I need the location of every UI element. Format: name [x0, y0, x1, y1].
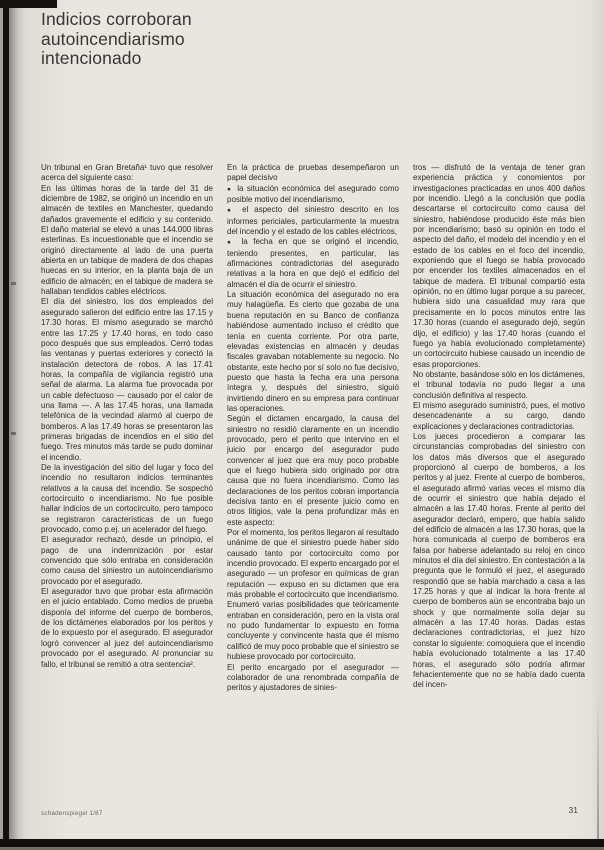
article-body: [41, 163, 585, 694]
paragraph: El mismo asegurado suministró, pues, el motivo desencadenante a su cargo, dando explicaciones y declaraciones contradictorias.: [413, 400, 585, 431]
paragraph: Un tribunal en Gran Bretaña¹ tuvo que resolver acerca del siguiente caso:: [41, 163, 213, 183]
bullet-paragraph: ● la situación económica del asegurado como posible motivo del incendiarismo,: [227, 183, 399, 205]
bullet-paragraph: ● el aspecto del siniestro descrito en los informes periciales, particularmente la muestra del incendio y el estado de los cables eléctricos,: [227, 205, 399, 237]
page-edge-left-shade: [9, 0, 25, 850]
paragraph: La situación económica del asegurado no era muy halagüeña. Es cierto que gozaba de una buena reputación en su Banco de confianza habiéndose aumentado incluso el crédito que tenía en cuenta corriente. Por otra parte, elevadas existencias en almacén y deudas fiscales gravaban notablemente su negocio. No obstante, este hecho por sí solo no fue decisivo, puesto que hasta la fecha era una persona íntegra y, después del siniestro, siguió invirtiendo dinero en su empresa para continuar las operaciones.: [227, 290, 399, 413]
paragraph: tros — disfrutó de la ventaja de tener gran experiencia práctica y conomientos por investigaciones practicadas en unos 400 daños por incendio. Llegó a la conclusión que podía descartarse el cortocircuito como causa del siniestro, habiéndose producido éste más bien por incendiarismo; basó su opinión en todo el aspecto del daño, el modelo del incendio y en el estado de los cables en el foco del incendio, exponiendo que el fuego se había provocado por encender los textiles almacenados en el tabique de madera. El tribunal compartió esta opinión, no en último lugar porque a su parecer, hubiera sido una casualidad muy rara que precisamente en lo pocos minutos entre las 17.30 horas (cuando el asegurado dejó, según dijo, el edificio) y las 17.40 horas (cuando el fuego ya había evolucionado completamente) un cortocircuito hubiese causado un incendio de esas proporciones.: [413, 163, 585, 369]
paragraph: Según el dictamen encargado, la causa del siniestro no residió claramente en un incendio provocado, pero el perito que intervino en el juicio por encargo del asegurador pudo convencer al juez que era muy poco probable que el fuego hubiera sido originado por otra causa que no fuera incendiarismo. Como las declaraciones de los peritos cobran importancia decisiva tanto en el presente juicio como en otros litigios, vale la pena profundizar más en este aspecto:: [227, 414, 399, 527]
page-title: [41, 10, 341, 69]
paragraph: Los jueces procedieron a comparar las circunstancias comprobadas del siniestro con los datos más diversos que el asegurado proporcionó al cuerpo de bomberos, a los peritos y al juez. Frente al cuerpo de bomberos, el asegurado afirmó varias veces el mismo día de ocurrir el siniestro que había dejado el almacén a las 17.40 horas. Frente al perito del asegurador declaró, empero, que había salido del edificio de almacén a las 17.30 horas, que la hora comunicada al cuerpo de bomberos era falsa por haberse adelantado su reloj en cinco minutos el día del siniestro. En contestación a la pregunta que le formuló el juez, el asegurado respondió que se había marchado a casa a las 17.25 horas y que al indicar la hora frente al cuerpo de bomberos aún se encontraba bajo un shock y que normalmente solía dejar su almacén a las 17.40 horas. Dadas estas declaraciones contradictorias, el juez hizo constar lo siguiente: comoquiera que el incendio había evolucionado totalmente a las 17.40 horas, el asegurado sólo podría afirmar fehacientemente que no se había dado cuenta del incen-: [413, 431, 585, 690]
page-title-line-2: autoincendiarismo: [41, 28, 185, 49]
paragraph: En las últimas horas de la tarde del 31 de diciembre de 1982, se originó un incendio en un almacén de textiles en Manchester, quedando dañados gravemente el edificio y su contenido. El daño material se elevó a unas 144.000 libras esterlinas. Es incuestionable que el incendio se originó directamente al lado de una puerta abierta en un tabique de madera de dos chapas huecas en su interior, en la planta baja de un edificio de almacén; en el tabique de madera se hallaban tendidos cables eléctricos.: [41, 183, 213, 297]
paragraph: Por el momento, los peritos llegaron al resultado unánime de que el siniestro puede haber sido causado tanto por cortocircuito como por incendio provocado. El experto encargado por el asegurado — un profesor en químicas de gran reputación — expuso en su dictamen que era más probable el cortocircuito que incendiarismo. Enumeró varias posibilidades que teóricamente entraban en consideración, pero en la vista oral no pudo fundamentar lo expuesto en forma concluyente y convincente hasta que él mismo calificó de muy poco probable que el siniestro se hubiese provocado por cortocircuito.: [227, 528, 399, 662]
text-column-1: [41, 163, 213, 694]
page-edge-mark: [11, 282, 16, 285]
page-edge-mark: [11, 432, 16, 435]
paragraph: En la práctica de pruebas desempeñaron un papel decisivo: [227, 163, 399, 183]
text-column-3: [413, 163, 585, 694]
page-edge-top-bar: [0, 0, 57, 8]
page-title-line-1: Indicios corroboran: [41, 9, 192, 29]
bullet-icon: ●: [227, 239, 242, 247]
page-edge-right-curve: [597, 700, 599, 850]
page-bottom-bar: [0, 839, 604, 847]
page-title-line-3: intencionado: [41, 48, 142, 68]
text-column-2: [227, 163, 399, 694]
journal-name: schadenspiegel 1/87: [41, 810, 103, 817]
paragraph: El asegurador tuvo que probar esta afirmación en el juicio entablado. Como medios de prueba disponía del informe del cuerpo de bomberos, de los dictámenes elaborados por los peritos y de lo expuesto por el asegurado. El asegurador logró convencer al juez del autoincendiarismo provocado por el asegurado. Al pronunciar su fallo, el tribunal se remitió a otra sentencia².: [41, 587, 213, 669]
paragraph: El perito encargado por el asegurador — colaborador de una renombrada compañía de peritos y ajustadores de sinies-: [227, 662, 399, 693]
bullet-paragraph: ● la fecha en que se originó el incendio, teniendo presentes, en particular, las afirmaciones contradictorias del asegurado relativas a la hora en que dejó el edificio del almacén el día de ocurrir el siniestro.: [227, 237, 399, 289]
paragraph: El día del siniestro, los dos empleados del asegurado salieron del edificio entre las 17.15 y 17.30 horas. El mismo asegurado se marchó entre las 17.25 y 17.40 horas, en todo caso poco después que sus empleados. Cerró todas las ventanas y puertas exteriores y conectó la instalación detectora de robos. A las 17.41 horas, la compañía de vigilancia registró una señal de alarma. La alarma fue provocada por un cable defectuoso — causado por el calor de una llama —. A las 17.45 horas, una llamada telefónica de la vecindad alarmó al cuerpo de bomberos. A las 17.49 horas se presentaron las primeras brigadas de incendios en el sitio del fuego. Tres minutos más tarde se pudo dominar el incendio.: [41, 297, 213, 462]
paragraph: El asegurador rechazó, desde un principio, el pago de una indemnización por estar convencido que sólo entraba en consideración como causa del siniestro un autoincendiarismo provocado por el asegurado.: [41, 535, 213, 586]
page-number: 31: [568, 805, 578, 815]
paragraph: De la investigación del sitio del lugar y foco del incendio no resultaron indicios terminantes relativos a la causa del incendio. Se sospechó cortocircuito o incendiarismo. No fue posible hallar indicios de un cortocircuito, pero tampoco se registraron características de un fuego provocado, como p.ej. un acelerador del fuego.: [41, 462, 213, 535]
paragraph: No obstante, basándose sólo en los dictámenes, el tribunal todavía no pudo llegar a una conclusión definitiva al respecto.: [413, 369, 585, 400]
bullet-icon: ●: [227, 207, 243, 215]
bullet-icon: ●: [227, 185, 238, 193]
